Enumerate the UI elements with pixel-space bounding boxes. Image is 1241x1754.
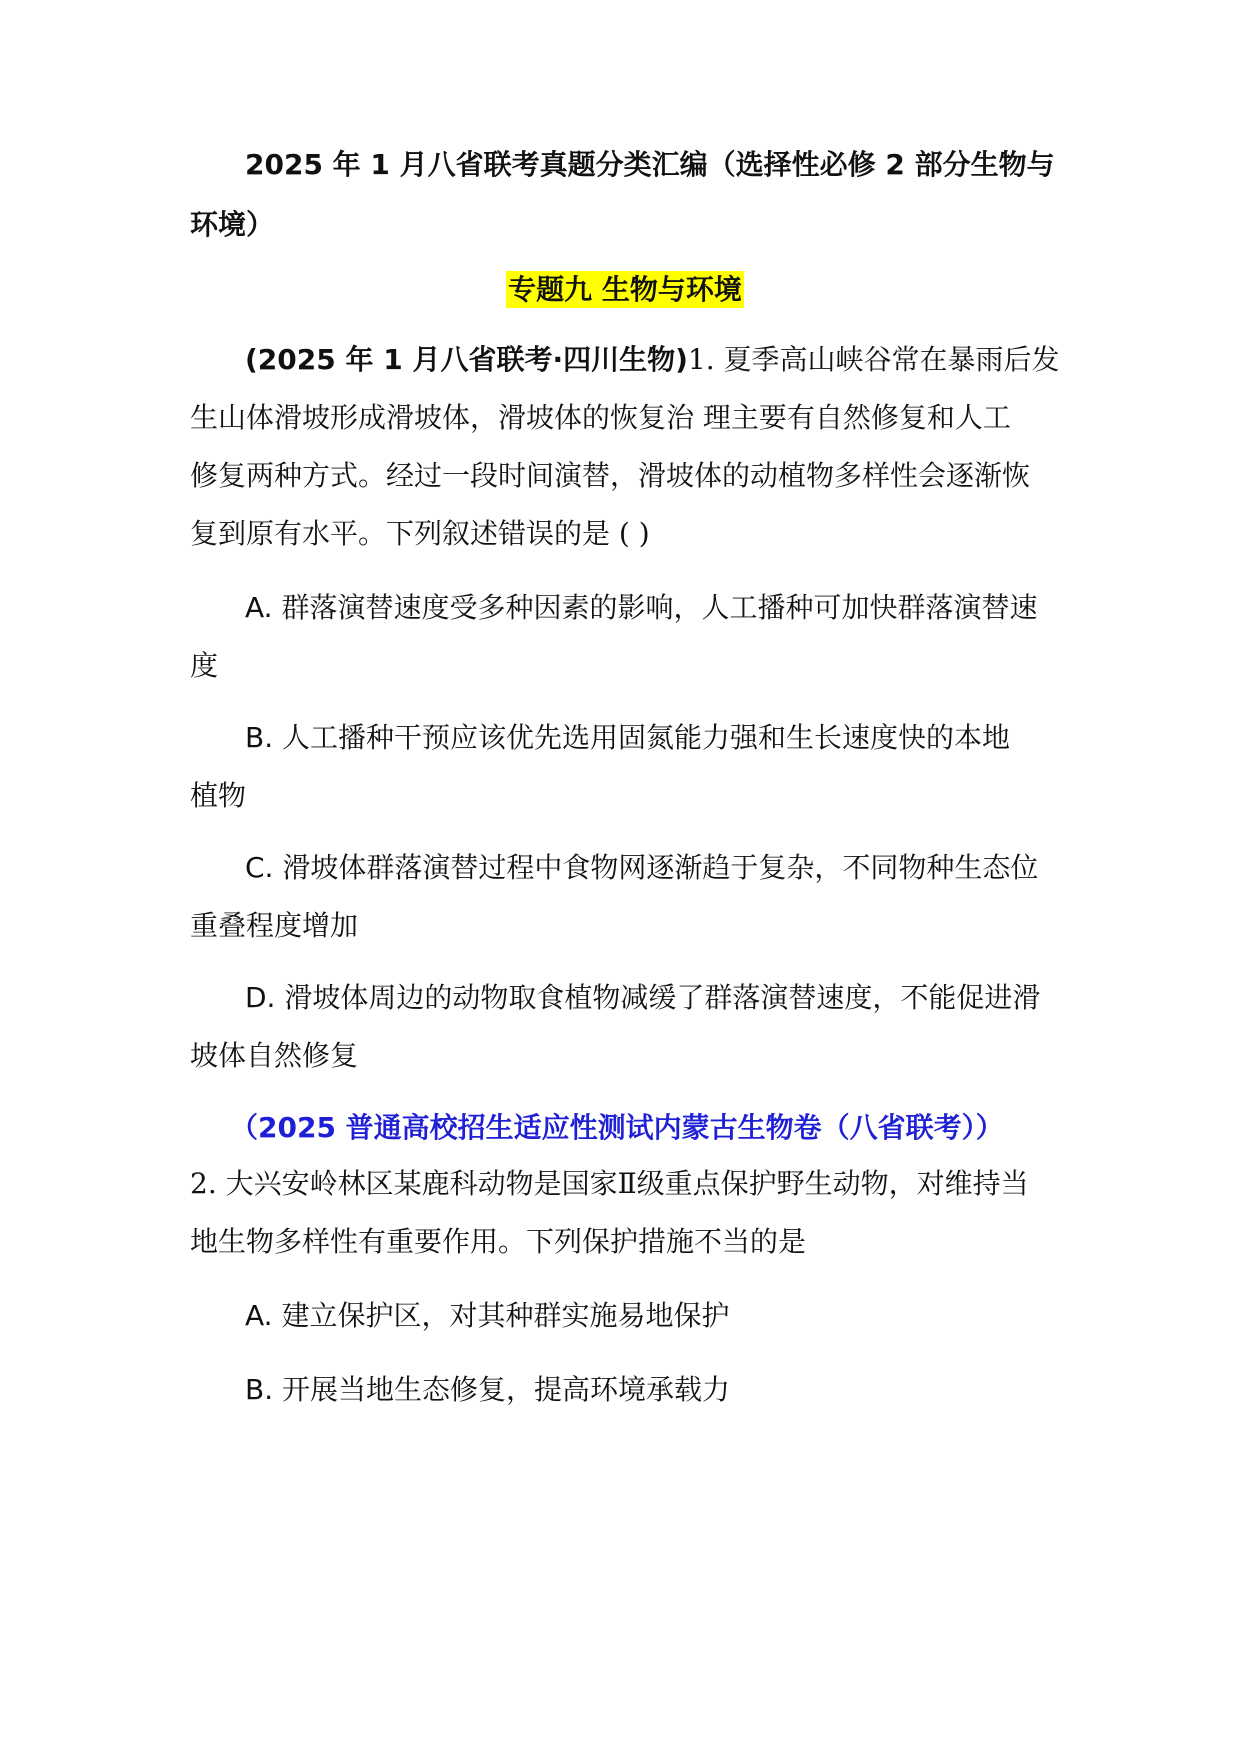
q1-option-b-letter: B. (245, 721, 274, 754)
q1-option-c-cont: 重叠程度增加 (190, 909, 359, 942)
q1-option-c-letter: C. (245, 851, 274, 884)
q2-option-b-text: 开展当地生态修复，提高环境承载力 (273, 1373, 731, 1406)
q1-option-a-text: 群落演替速度受多种因素的影响，人工播种可加快群落演替速 (272, 591, 1038, 624)
document-title-line-2: 环境） (190, 208, 275, 241)
q1-option-b-cont: 植物 (190, 779, 247, 812)
q1-option-a-letter: A. (245, 591, 273, 624)
q1-option-c (245, 848, 1060, 888)
document-title-line-1: 2025 年 1 月八省联考真题分类汇编（选择性必修 2 部分生物与 (245, 148, 1055, 181)
q1-option-d-cont: 坡体自然修复 (190, 1039, 359, 1072)
q1-stem-line-3: 修复两种方式。经过一段时间演替，滑坡体的动植物多样性会逐渐恢 (190, 459, 1031, 492)
q2-option-a-letter: A. (245, 1299, 273, 1332)
q1-stem-start: 1. 夏季高山峡谷常在暴雨后发 (687, 343, 1060, 376)
q1-option-a-cont: 度 (190, 649, 219, 682)
section-heading (190, 270, 1060, 310)
q2-stem-line-1: 2. 大兴安岭林区某鹿科动物是国家Ⅱ级重点保护野生动物，对维持当 (190, 1167, 1029, 1200)
q2-source: （2025 普通高校招生适应性测试内蒙古生物卷（八省联考）） (230, 1111, 1004, 1144)
q1-stem-line-4: 复到原有水平。下列叙述错误的是 ( ) (190, 517, 650, 550)
q1-option-c-text: 滑坡体群落演替过程中食物网逐渐趋于复杂，不同物种生态位 (273, 851, 1039, 884)
q1-source: (2025 年 1 月八省联考·四川生物) (245, 343, 688, 376)
q2-option-b-letter: B. (245, 1373, 274, 1406)
q1-stem-line-1 (245, 340, 1060, 380)
q1-option-d-letter: D. (245, 981, 276, 1014)
q2-option-a-text: 建立保护区，对其种群实施易地保护 (272, 1299, 730, 1332)
q1-option-d (245, 978, 1060, 1018)
q1-option-b-text: 人工播种干预应该优先选用固氮能力强和生长速度快的本地 (273, 721, 1011, 754)
q2-option-b (245, 1370, 1060, 1410)
q1-stem-line-2: 生山体滑坡形成滑坡体，滑坡体的恢复治 理主要有自然修复和人工 (190, 401, 1011, 434)
section-heading-highlight: 专题九 生物与环境 (508, 273, 742, 306)
q1-option-d-text: 滑坡体周边的动物取食植物减缓了群落演替速度，不能促进滑 (275, 981, 1041, 1014)
q1-option-b (245, 718, 1060, 758)
q2-option-a (245, 1296, 1060, 1336)
q2-stem-line-2: 地生物多样性有重要作用。下列保护措施不当的是 (190, 1225, 807, 1258)
q1-option-a (245, 588, 1060, 628)
